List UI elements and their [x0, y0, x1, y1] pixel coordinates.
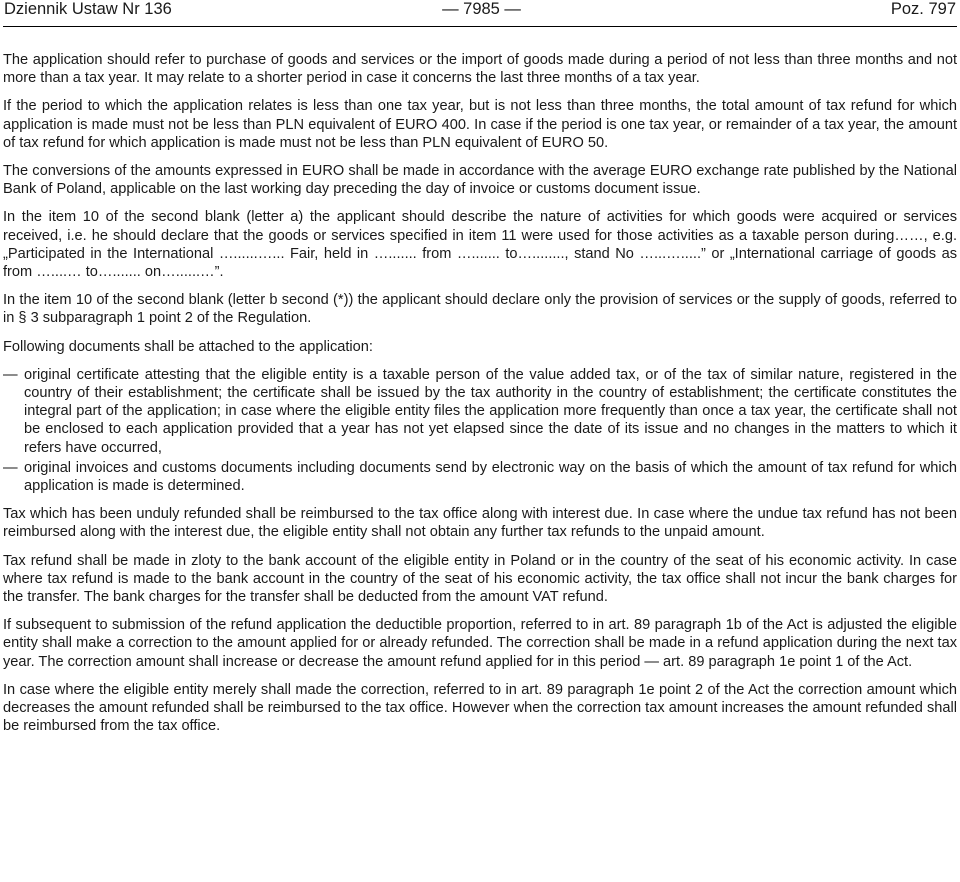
paragraph-application-period: The application should refer to purchase of goods and services or the import of goods made during a period of not less than three months and not more than a tax year. It may relate to a shorter period in case it concerns the last three months of a tax year.	[3, 52, 957, 87]
journal-title: Dziennik Ustaw Nr 136	[4, 0, 172, 18]
list-item-text: original invoices and customs documents including documents send by electronic way on the basis of which the amount of tax refund for which application is made is determined.	[24, 459, 957, 495]
list-item	[3, 459, 957, 495]
list-item-text: original certificate attesting that the eligible entity is a taxable person of the value added tax, or of the tax of similar nature, registered in the country of their establishment; the certificate shall be issued by the tax authority in the country of establishment; the certificate constitutes the integral part of the application; in case where the eligible entity files the application more frequently than once a tax year, the certificate shall not be enclosed to each application provided that a year has not yet elapsed since the date of its issue and no changes in the matters to which it refers have occurred,	[24, 366, 957, 456]
paragraph-item-10-letter-a: In the item 10 of the second blank (letter a) the applicant should describe the nature of activities for which goods were acquired or services received, i.e. he should declare that the goods or services specified in item 11 were used for those activities as a taxable person during……, e.g. „Participated in the International …......…... Fair, held in …....... from …....... to…........, stand No …...….....” or „International carriage of goods as from …....… to…....... on…......…”.	[3, 209, 957, 281]
paragraph-undue-refund: Tax which has been unduly refunded shall be reimbursed to the tax office along with interest due. In case where the undue tax refund has not been reimbursed along with the interest due, the eligible entity shall not obtain any further tax refunds to the unpaid amount.	[3, 506, 957, 541]
document-body	[3, 51, 957, 746]
paragraph-refund-currency: Tax refund shall be made in zloty to the bank account of the eligible entity in Poland or in the country of the seat of his economic activity. In case where tax refund is made to the bank account in the country of the seat of his economic activity, the tax office shall not incur the bank charges for the transfer. The bank charges for the transfer shall be deducted from the amount VAT refund.	[3, 552, 957, 606]
page-header	[3, 0, 960, 26]
paragraph-deductible-proportion: If subsequent to submission of the refund application the deductible proportion, referred to in art. 89 paragraph 1b of the Act is adjusted the eligible entity shall make a correction to the amount applied for or already refunded. The correction shall be made in a refund application during the next tax year. The correction amount shall increase or decrease the amount refund applied for in this period — art. 89 paragraph 1e point 1 of the Act.	[3, 617, 957, 670]
dash-bullet: —	[3, 459, 18, 476]
attachments-list	[3, 366, 957, 495]
list-item	[3, 366, 957, 457]
paragraph-attachments-intro: Following documents shall be attached to the application:	[3, 338, 373, 355]
paragraph-minimum-amount: If the period to which the application relates is less than one tax year, but is not less than three months, the total amount of tax refund for which application is made must not be less than PLN equivalent of EURO 400. In case if the period is one tax year, or remainder of a tax year, the amount of tax refund for which application is made must not be less than PLN equivalent of EURO 50.	[3, 98, 957, 151]
header-divider	[3, 26, 957, 27]
paragraph-correction: In case where the eligible entity merely shall made the correction, referred to in art. 89 paragraph 1e point 2 of the Act the correction amount which decreases the amount refunded shall be reimbursed to the tax office. However when the correction tax amount increases the amount refunded shall be reimbursed from the tax office.	[3, 681, 957, 735]
page-number: — 7985 —	[442, 0, 521, 18]
position-number: Poz. 797	[890, 0, 956, 18]
paragraph-item-10-letter-b: In the item 10 of the second blank (letter b second (*)) the applicant should declare only the provision of services or the supply of goods, referred to in § 3 subparagraph 1 point 2 of the Regulation.	[3, 292, 957, 327]
paragraph-currency-conversion: The conversions of the amounts expressed in EURO shall be made in accordance with the average EURO exchange rate published by the National Bank of Poland, applicable on the last working day preceding the day of invoice or customs document issue.	[3, 163, 957, 198]
dash-bullet: —	[3, 366, 18, 383]
